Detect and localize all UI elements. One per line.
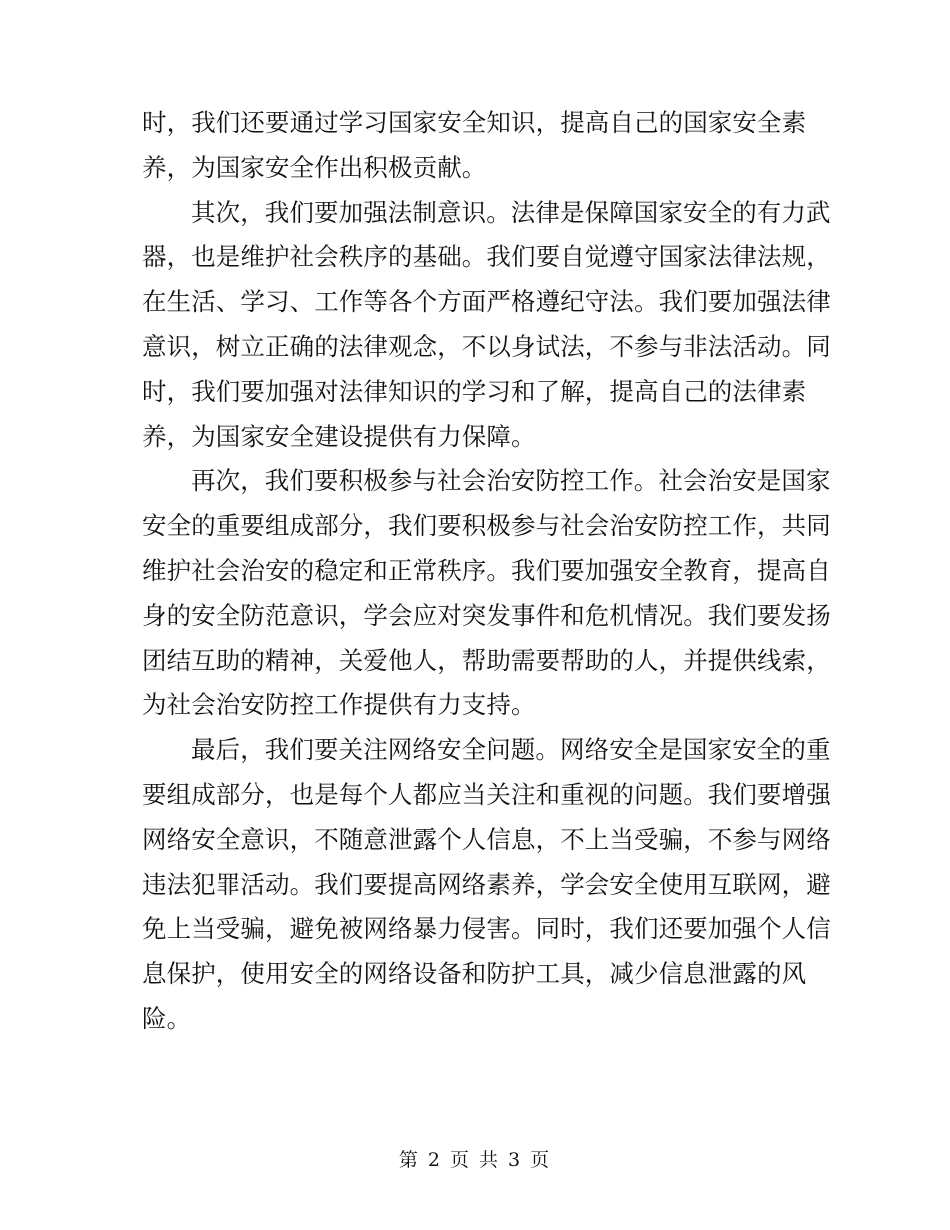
paragraph-2 — [142, 191, 831, 460]
text-line: 时，我们还要通过学习国家安全知识，提高自己的国家安全素 — [142, 108, 807, 137]
text-line: 器，也是维护社会秩序的基础。我们要自觉遵守国家法律法规， — [142, 242, 831, 272]
text-line: 时，我们要加强对法律知识的学习和了解，提高自己的法律素 — [142, 376, 807, 406]
text-line: 网络安全意识，不随意泄露个人信息，不上当受骗，不参与网络 — [142, 824, 831, 854]
text-line: 养，为国家安全作出积极贡献。 — [142, 152, 487, 182]
text-line: 团结互助的精神，关爱他人，帮助需要帮助的人，并提供线索， — [142, 645, 831, 675]
paragraph-1 — [142, 101, 807, 191]
text-line: 再次，我们要积极参与社会治安防控工作。社会治安是国家 — [191, 466, 831, 496]
paragraph-4 — [142, 728, 831, 1042]
text-line: 维护社会治安的稳定和正常秩序。我们要加强安全教育，提高自 — [142, 555, 831, 585]
text-line: 为社会治安防控工作提供有力支持。 — [142, 690, 536, 720]
text-line: 最后，我们要关注网络安全问题。网络安全是国家安全的重 — [191, 735, 831, 765]
text-line: 其次，我们要加强法制意识。法律是保障国家安全的有力武 — [191, 197, 831, 227]
text-line: 意识，树立正确的法律观念，不以身试法，不参与非法活动。同 — [142, 331, 831, 361]
text-line: 险。 — [142, 1003, 192, 1033]
text-line: 养，为国家安全建设提供有力保障。 — [142, 421, 536, 451]
text-line: 免上当受骗，避免被网络暴力侵害。同时，我们还要加强个人信 — [142, 914, 831, 944]
text-line: 违法犯罪活动。我们要提高网络素养，学会安全使用互联网，避 — [142, 869, 831, 899]
text-line: 在生活、学习、工作等各个方面严格遵纪守法。我们要加强法律 — [142, 287, 831, 317]
document-body — [142, 101, 831, 1042]
text-line: 息保护，使用安全的网络设备和防护工具，减少信息泄露的风 — [142, 959, 807, 989]
paragraph-3 — [142, 459, 831, 728]
text-line: 要组成部分，也是每个人都应当关注和重视的问题。我们要增强 — [142, 779, 831, 809]
page-number-footer: 第 2 页 共 3 页 — [398, 1149, 552, 1171]
text-line: 安全的重要组成部分，我们要积极参与社会治安防控工作，共同 — [142, 511, 831, 541]
text-line: 身的安全防范意识，学会应对突发事件和危机情况。我们要发扬 — [142, 600, 831, 630]
